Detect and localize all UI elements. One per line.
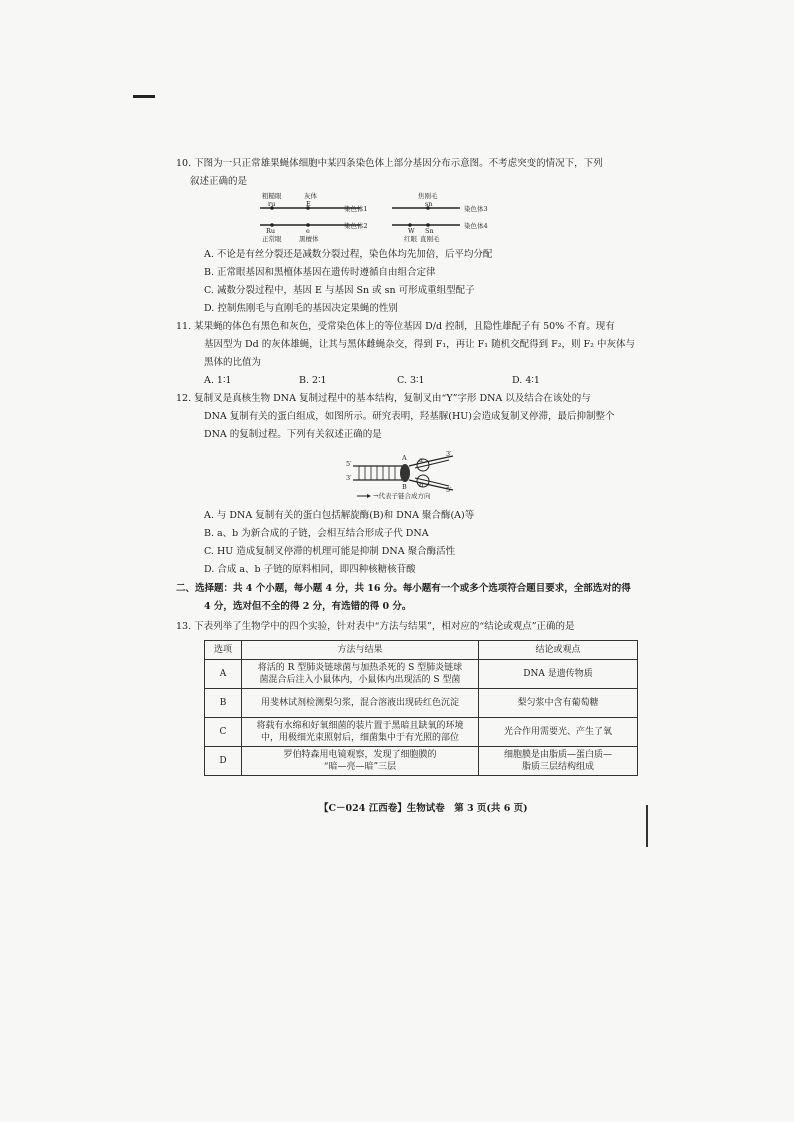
- row-method: [242, 689, 479, 718]
- helicase-B: [400, 464, 410, 482]
- label-chromosome-3: 染色体3: [464, 205, 488, 213]
- label-ebony-body: 黑檀体: [299, 235, 319, 243]
- q12-option-c: C. HU 造成复制叉停滞的机理可能是抑制 DNA 聚合酶活性: [204, 546, 456, 557]
- method-line: 菌混合后注入小鼠体内，小鼠体内出现活的 S 型菌: [259, 675, 461, 685]
- label-Sn: Sn: [425, 227, 434, 235]
- q12-stem-line1: 12. 复制叉是真核生物 DNA 复制过程中的基本结构，复制叉由“Y”字形 DNA 以及结合在该处的与: [176, 393, 591, 404]
- label-e: e: [306, 227, 310, 235]
- q12-option-b: B. a、b 为新合成的子链，会相互结合形成子代 DNA: [204, 528, 429, 539]
- table-row: [205, 689, 638, 718]
- scan-edge-mark: [646, 805, 648, 847]
- experiment-table: [204, 640, 638, 776]
- label-straight-bristle: 直刚毛: [420, 235, 440, 243]
- q12-stem-line3: DNA 的复制过程。下列有关叙述正确的是: [204, 429, 382, 440]
- row-method: [242, 718, 479, 747]
- conclusion-line: DNA 是遗传物质: [523, 669, 593, 679]
- q11-stem-line2: 基因型为 Dd 的灰体雄蝇，让其与黑体雌蝇杂交，得到 F₁，再让 F₁ 随机交配得到 F₂，则 F₂ 中灰体与: [204, 339, 635, 350]
- row-method: [242, 660, 479, 689]
- base-pair-rungs: [359, 466, 395, 480]
- table-header-option: 选项: [205, 641, 242, 660]
- fork-label-3prime-top: 3′: [446, 450, 452, 458]
- row-option-label: B: [205, 689, 242, 718]
- chromosome-diagram: [250, 190, 490, 248]
- table-header-conclusion: 结论或观点: [479, 641, 638, 660]
- row-option-label: D: [205, 747, 242, 776]
- label-normal-eye: 正常眼: [262, 235, 282, 243]
- row-option-label: A: [205, 660, 242, 689]
- q12-option-a: A. 与 DNA 复制有关的蛋白包括解旋酶(B)和 DNA 聚合酶(A)等: [204, 510, 475, 521]
- label-chromosome-2: 染色体2: [344, 222, 368, 230]
- row-option-label: C: [205, 718, 242, 747]
- q11-option-a: A. 1∶1: [204, 375, 232, 386]
- q11-stem-line1: 11. 某果蝇的体色有黑色和灰色，受常染色体上的等位基因 D/d 控制，且隐性雄配子有 50% 不育。现有: [176, 321, 615, 332]
- fork-legend: →代表子链合成方向: [373, 492, 431, 500]
- label-rough-eye: 粗糙眼: [262, 192, 282, 200]
- q10-stem-line2: 叙述正确的是: [190, 176, 248, 187]
- conclusion-line: 梨匀浆中含有葡萄糖: [517, 698, 599, 708]
- row-conclusion: [479, 747, 638, 776]
- table-header-row: [205, 641, 638, 660]
- fork-label-A: A: [402, 454, 407, 462]
- q11-stem-line3: 黑体的比值为: [204, 357, 262, 368]
- q10-option-a: A. 不论是有丝分裂还是减数分裂过程，染色体均先加倍，后平均分配: [204, 249, 493, 260]
- q11-option-d: D. 4∶1: [512, 375, 540, 386]
- fork-label-5prime-bottom: 5′: [446, 486, 452, 494]
- row-conclusion: [479, 660, 638, 689]
- conclusion-line: 细胞膜是由脂质—蛋白质—: [503, 750, 612, 760]
- label-gray-body: 灰体: [304, 192, 317, 200]
- label-chromosome-4: 染色体4: [464, 222, 488, 230]
- q11-option-b: B. 2∶1: [299, 375, 327, 386]
- fork-label-3prime: 3′: [346, 474, 352, 482]
- method-line: 用斐林试剂检测梨匀浆，混合溶液出现砖红色沉淀: [260, 698, 459, 708]
- table-row: [205, 718, 638, 747]
- label-red-eye: 红眼: [404, 235, 417, 243]
- fork-label-b: b: [419, 481, 424, 489]
- method-line: 将载有水绵和好氧细菌的装片置于黑暗且缺氧的环境: [256, 721, 464, 731]
- q12-option-d: D. 合成 a、b 子链的原料相同，即四种核糖核苷酸: [204, 564, 416, 575]
- method-line: 罗伯特森用电镜观察，发现了细胞膜的: [283, 750, 437, 760]
- label-Ru: Ru: [266, 227, 276, 235]
- q10-option-d: D. 控制焦刚毛与直刚毛的基因决定果蝇的性别: [204, 303, 398, 314]
- method-line: 中，用极细光束照射后，细菌集中于有光照的部位: [260, 733, 459, 743]
- table-header-method: 方法与结果: [242, 641, 479, 660]
- fork-label-a: a: [419, 456, 423, 464]
- label-W: W: [408, 227, 415, 235]
- row-conclusion: [479, 689, 638, 718]
- label-sn: sn: [425, 200, 433, 208]
- q10-stem-line1: 10. 下图为一只正常雄果蝇体细胞中某四条染色体上部分基因分布示意图。不考虑突变的情况下，下列: [176, 158, 603, 169]
- q10-option-c: C. 减数分裂过程中，基因 E 与基因 Sn 或 sn 可形成重组型配子: [204, 285, 475, 296]
- method-line: “暗—亮—暗”三层: [323, 762, 397, 772]
- conclusion-line: 脂质三层结构组成: [521, 762, 594, 772]
- row-conclusion: [479, 718, 638, 747]
- table-row: [205, 747, 638, 776]
- label-ru: ru: [268, 200, 276, 208]
- section-2-heading-line1: 二、选择题：共 4 个小题，每小题 4 分，共 16 分。每小题有一个或多个选项符合题目要求，全部选对的得: [176, 583, 631, 594]
- legend-arrowhead: [367, 494, 371, 498]
- scan-mark: [133, 95, 155, 98]
- label-E: E: [306, 200, 311, 208]
- q11-option-c: C. 3∶1: [397, 375, 425, 386]
- section-2-heading-line2: 4 分，选对但不全的得 2 分，有选错的得 0 分。: [204, 601, 412, 612]
- page-footer: 【C－024 江西卷】生物试卷 第 3 页(共 6 页): [319, 803, 528, 814]
- label-singed-bristle: 焦刚毛: [418, 192, 438, 200]
- fork-label-5prime: 5′: [346, 460, 352, 468]
- row-method: [242, 747, 479, 776]
- q13-stem: 13. 下表列举了生物学中的四个实验，针对表中“方法与结果”，相对应的“结论或观点”正确的是: [176, 621, 575, 632]
- label-chromosome-1: 染色体1: [344, 205, 368, 213]
- fork-label-B: B: [402, 483, 407, 491]
- table-row: [205, 660, 638, 689]
- q10-option-b: B. 正常眼基因和黑檀体基因在遗传时遵循自由组合定律: [204, 267, 436, 278]
- q12-stem-line2: DNA 复制有关的蛋白组成，如图所示。研究表明，羟基脲(HU)会造成复制叉停滞，最后抑制整个: [204, 411, 615, 422]
- method-line: 将活的 R 型肺炎链球菌与加热杀死的 S 型肺炎链球: [257, 663, 463, 673]
- conclusion-line: 光合作用需要光、产生了氧: [503, 727, 612, 737]
